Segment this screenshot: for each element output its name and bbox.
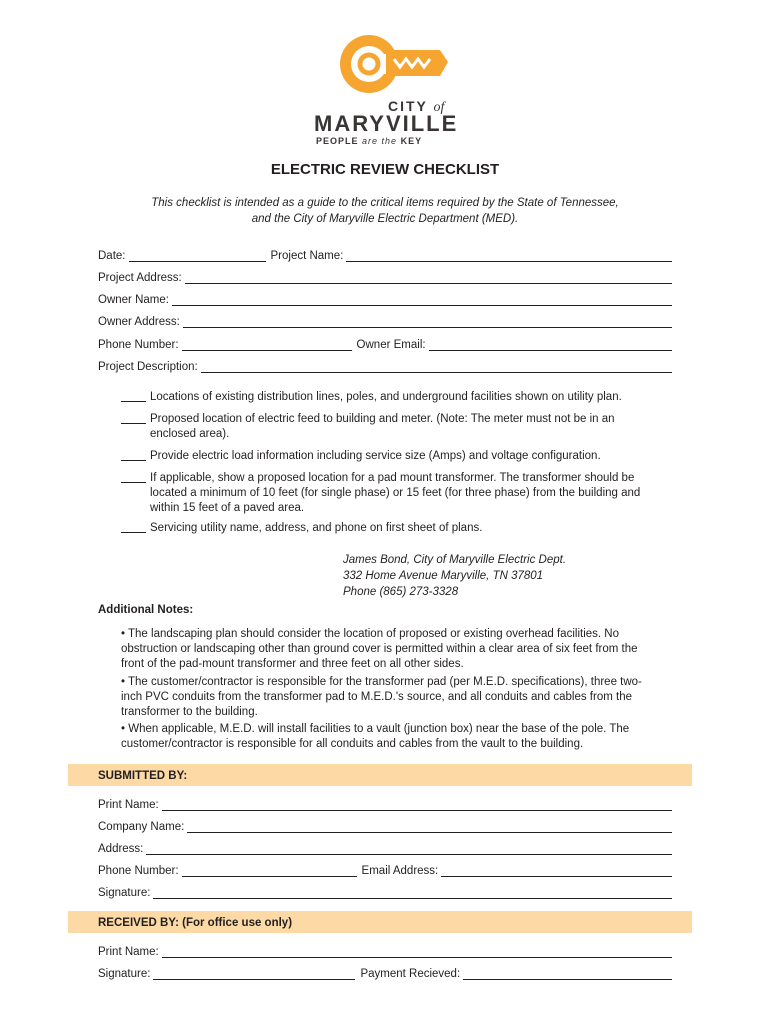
print-name-label: Print Name: (98, 799, 159, 811)
phone-email-row (98, 335, 672, 351)
key-logo-icon (336, 30, 448, 100)
received-signature-payment-row (98, 964, 672, 980)
print-name-field[interactable] (162, 946, 672, 958)
checklist-checkbox[interactable] (121, 471, 146, 483)
date-field[interactable] (129, 250, 266, 262)
address-row (98, 839, 672, 855)
checklist-item: Provide electric load information including service size (Amps) and voltage configuration. (121, 449, 661, 464)
signature-field[interactable] (153, 968, 355, 980)
contact-phone: Phone (865) 273-3328 (343, 586, 459, 598)
phone-number-field[interactable] (182, 865, 357, 877)
project-description-row (98, 357, 672, 373)
email-address-field[interactable] (441, 865, 672, 877)
print-name-label: Print Name: (98, 946, 159, 958)
project-name-label: Project Name: (270, 250, 344, 262)
project-name-field[interactable] (346, 250, 672, 262)
note-item: • The landscaping plan should consider the location of proposed or existing overhead facilities. No obstruction or landscaping other than ground cover is permitted within a clear area of six feet from the front of the pad-mount transformer and three feet on all other sides. (121, 628, 638, 670)
received-by-header: RECEIVED BY: (For office use only) (68, 911, 692, 933)
notes-title: Additional Notes: (98, 604, 194, 616)
address-label: Address: (98, 843, 144, 855)
project-address-label: Project Address: (98, 272, 182, 284)
contact-address: 332 Home Avenue Maryville, TN 37801 (343, 570, 544, 582)
signature-label: Signature: (98, 887, 151, 899)
logo-city-of: CITY of (388, 98, 445, 115)
page-title: ELECTRIC REVIEW CHECKLIST (270, 161, 500, 178)
owner-address-row (98, 312, 672, 328)
owner-name-field[interactable] (172, 294, 672, 306)
note-item: • When applicable, M.E.D. will install facilities to a vault (junction box) near the base of the pole. The customer/contractor is responsible for all conduits and cables from the vault to the building. (121, 723, 630, 750)
address-field[interactable] (146, 843, 672, 855)
print-name-field[interactable] (162, 799, 672, 811)
phone-number-field[interactable] (182, 339, 352, 351)
logo-tagline: PEOPLE are the KEY (316, 136, 423, 146)
owner-address-field[interactable] (183, 316, 672, 328)
checklist-item: Proposed location of electric feed to building and meter. (Note: The meter must not be in an enclosed area). (121, 412, 661, 442)
owner-name-label: Owner Name: (98, 294, 169, 306)
submitted-print-name-row (98, 795, 672, 811)
owner-address-label: Owner Address: (98, 316, 180, 328)
contact-name: James Bond, City of Maryville Electric Dept. (343, 554, 567, 566)
project-description-label: Project Description: (98, 361, 198, 373)
intro-text: This checklist is intended as a guide to the critical items required by the State of Tennessee, and the City of Maryville Electric Department (MED). (151, 197, 619, 225)
phone-email-address-row (98, 861, 672, 877)
company-name-field[interactable] (187, 821, 672, 833)
contact-block (343, 552, 566, 600)
payment-received-label: Payment Recieved: (360, 968, 461, 980)
received-print-name-row (98, 942, 672, 958)
phone-number-label: Phone Number: (98, 865, 179, 877)
company-name-row (98, 817, 672, 833)
owner-email-label: Owner Email: (356, 339, 426, 351)
checklist-item: If applicable, show a proposed location for a pad mount transformer. The transformer should be located a minimum of 10 feet (for single phase) or 15 feet (for three phase) from the building and within 15 feet of a paved area. (121, 471, 661, 516)
owner-email-field[interactable] (429, 339, 672, 351)
checklist-item: Locations of existing distribution lines, poles, and underground facilities shown on utility plan. (121, 390, 661, 405)
date-label: Date: (98, 250, 126, 262)
signature-row (98, 883, 672, 899)
signature-field[interactable] (153, 887, 672, 899)
project-description-field[interactable] (201, 361, 672, 373)
signature-label: Signature: (98, 968, 151, 980)
checklist-item: Servicing utility name, address, and phone on first sheet of plans. (121, 521, 661, 536)
email-address-label: Email Address: (361, 865, 439, 877)
payment-received-field[interactable] (463, 968, 672, 980)
date-project-name-row (98, 246, 672, 262)
submitted-by-header: SUBMITTED BY: (68, 764, 692, 786)
owner-name-row (98, 290, 672, 306)
logo-city-name: MARYVILLE (314, 111, 459, 136)
checklist-checkbox[interactable] (121, 412, 146, 424)
company-name-label: Company Name: (98, 821, 185, 833)
project-address-row (98, 268, 672, 284)
note-item: • The customer/contractor is responsible for the transformer pad (per M.E.D. specifications), three two-inch PVC conduits from the transformer pad to M.E.D.'s source, and all conduits and cables from the transformer to the building. (121, 676, 642, 718)
phone-number-label: Phone Number: (98, 339, 179, 351)
checklist-checkbox[interactable] (121, 449, 146, 461)
project-address-field[interactable] (185, 272, 672, 284)
checklist-checkbox[interactable] (121, 390, 146, 402)
checklist-checkbox[interactable] (121, 521, 146, 533)
